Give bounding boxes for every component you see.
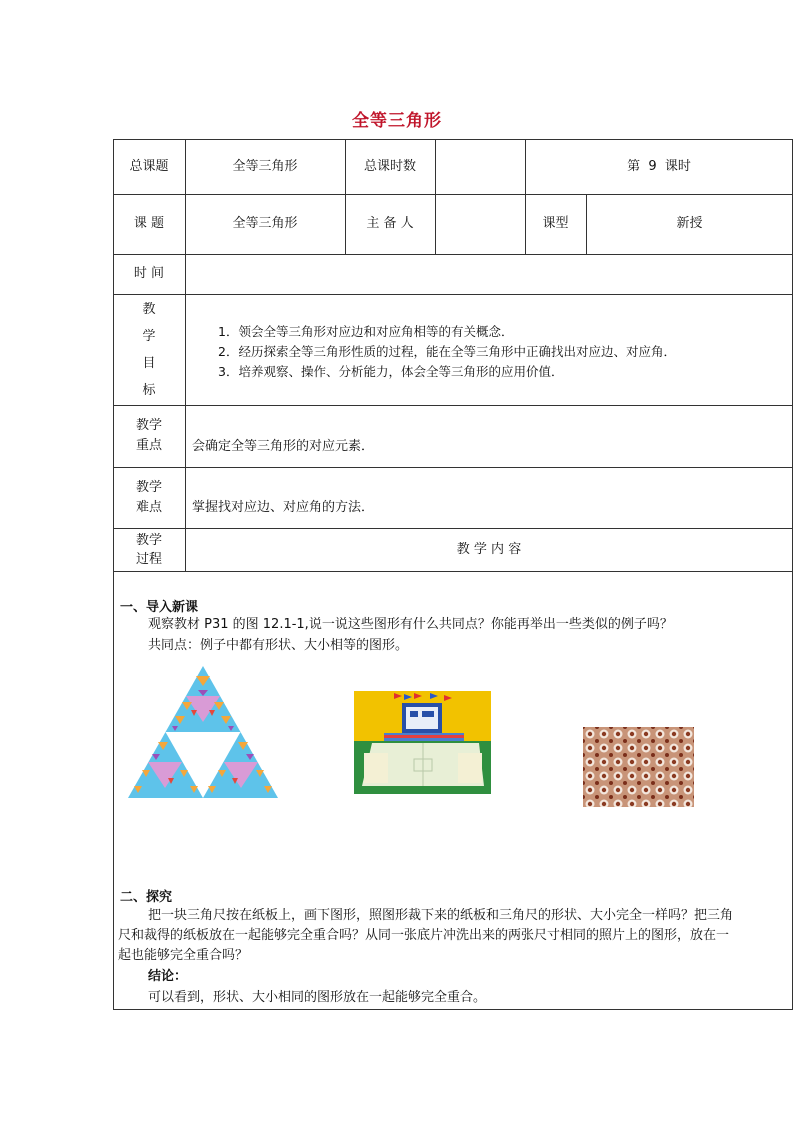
lesson-type-value: 新授 xyxy=(676,216,703,231)
explore-paragraph-line2: 尺和裁得的纸板放在一起能够完全重合吗？从同一张底片冲洗出来的两张尺寸相同的照片上的图形，放在一 xyxy=(118,928,730,943)
time-value xyxy=(185,254,793,294)
common-point-paragraph: 共同点：例子中都有形状、大小相等的图形。 xyxy=(148,638,409,653)
section-intro-heading: 一、导入新课 xyxy=(120,600,199,615)
total-hours-value xyxy=(435,139,525,194)
topic-value: 全等三角形 xyxy=(232,158,298,174)
label-teaching-goals: 教 学 目 标 xyxy=(142,301,156,398)
lesson-title-value: 全等三角形 xyxy=(232,216,298,231)
goal-item: 2．经历探索全等三角形性质的过程，能在全等三角形中正确找出对应边、对应角． xyxy=(218,344,676,359)
conclusion-label: 结论： xyxy=(148,969,188,984)
label-difficulty: 教学 难点 xyxy=(135,479,162,515)
lesson-number: 第 9 课时 xyxy=(627,158,691,174)
section-explore-heading: 二、探究 xyxy=(120,890,173,905)
label-preparer: 主 备 人 xyxy=(366,216,414,231)
triangle-pattern-image xyxy=(128,666,278,798)
explore-paragraph-line1: 把一块三角尺按在纸板上，画下图形，照图形裁下来的纸板和三角尺的形状、大小完全一样吗？把三角 xyxy=(148,908,734,923)
explore-paragraph-line3: 起也能够完全重合吗？ xyxy=(118,948,249,963)
label-lesson-type: 课型 xyxy=(542,216,569,231)
label-time: 时 间 xyxy=(133,266,165,281)
label-topic: 总课题 xyxy=(129,158,169,174)
pattern-texture-image xyxy=(583,727,694,807)
label-total-hours: 总课时数 xyxy=(363,158,416,174)
key-point-text: 会确定全等三角形的对应元素． xyxy=(192,439,375,454)
document-title: 全等三角形 xyxy=(352,111,442,131)
intro-paragraph: 观察教材 P31 的图 12.1-1,说一说这些图形有什么共同点？你能再举出一些类似的例子吗？ xyxy=(148,617,673,632)
label-process: 教学 过程 xyxy=(135,532,162,567)
conclusion-text: 可以看到，形状、大小相同的图形放在一起能够完全重合。 xyxy=(148,990,487,1005)
preparer-value xyxy=(435,194,525,254)
teaching-goals-list xyxy=(218,322,676,382)
label-lesson-title: 课 题 xyxy=(133,216,165,231)
difficulty-text: 掌握找对应边、对应角的方法． xyxy=(192,500,375,515)
stadium-image xyxy=(354,691,491,794)
goal-item: 1．领会全等三角形对应边和对应角相等的有关概念． xyxy=(218,324,514,339)
content-header: 教 学 内 容 xyxy=(456,541,522,557)
goal-item: 3．培养观察、操作、分析能力，体会全等三角形的应用价值． xyxy=(218,364,564,379)
label-key-point: 教学 重点 xyxy=(135,418,162,453)
